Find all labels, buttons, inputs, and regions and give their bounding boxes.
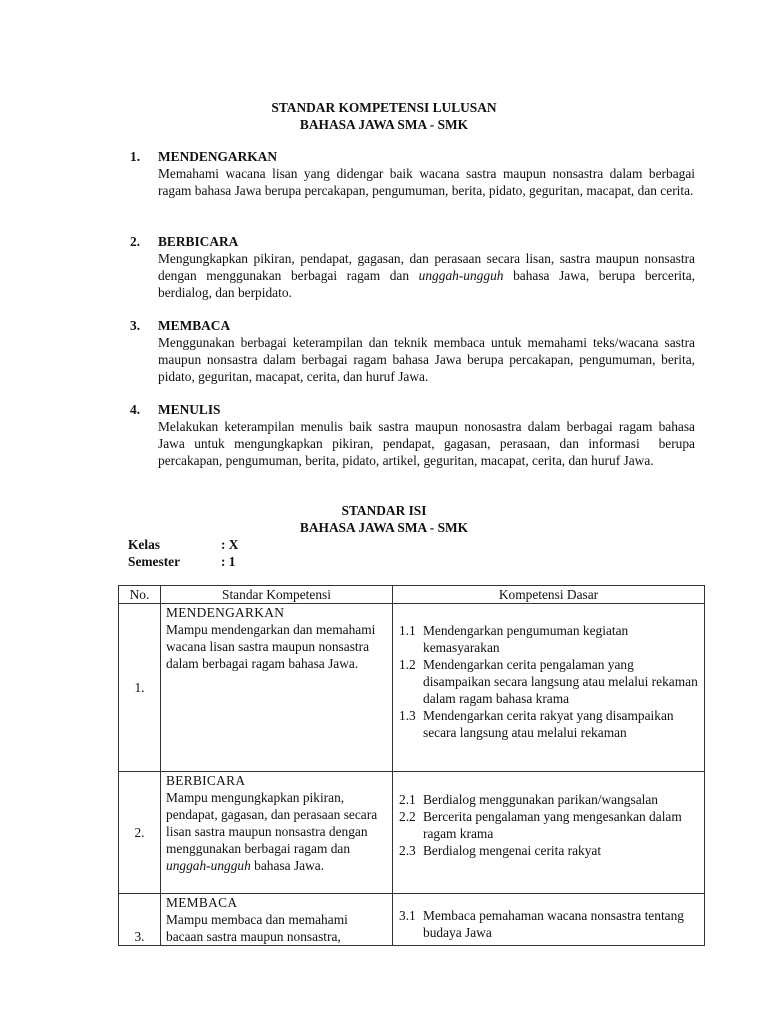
section-number: 4. — [130, 402, 141, 417]
column-header-no: No. — [119, 586, 161, 604]
kd-item — [399, 656, 700, 707]
kd-number: 1.1 — [399, 623, 416, 638]
table-header-row — [119, 586, 705, 604]
column-header-kompetensi-dasar: Kompetensi Dasar — [393, 586, 705, 604]
kd-text: Berdialog menggunakan parikan/wangsalan — [423, 792, 659, 807]
section-heading: MENDENGARKAN — [158, 149, 278, 164]
kd-item — [399, 791, 700, 808]
kd-text: Mendengarkan pengumuman kegiatan kemasyarakan — [423, 623, 629, 655]
kd-text: Mendengarkan cerita pengalaman yang disampaikan secara langsung atau melalui rekaman dalam ragam bahasa krama — [423, 657, 698, 706]
sk-heading: BERBICARA — [166, 773, 246, 788]
standar-kompetensi-cell — [161, 604, 393, 772]
kd-text: Mendengarkan cerita rakyat yang disampaikan secara langsung atau melalui rekaman — [423, 708, 674, 740]
kompetensi-dasar-cell — [393, 604, 705, 772]
kelas-value: : X — [221, 537, 239, 552]
kd-number: 2.2 — [399, 809, 416, 824]
kd-item — [399, 707, 700, 741]
standar-kompetensi-cell — [161, 894, 393, 946]
column-header-standar-kompetensi: Standar Kompetensi — [161, 586, 393, 604]
sk-description: Mampu mengungkapkan pikiran, pendapat, gagasan, dan perasaan secara lisan sastra maupun nonsastra dengan menggunakan berbagai ragam dan unggah-ungguh bahasa Jawa. — [166, 790, 378, 873]
kd-number: 1.3 — [399, 708, 416, 723]
kompetensi-table — [118, 585, 705, 946]
kd-text: Membaca pemahaman wacana nonsastra tentang budaya Jawa — [423, 908, 684, 940]
section-body: Mengungkapkan pikiran, pendapat, gagasan, dan perasaan secara lisan, sastra maupun nonsastra dengan menggunakan berbagai ragam dan unggah-ungguh bahasa Jawa, berupa bercerita, berdialog, dan berpidato. — [158, 251, 696, 300]
section-body: Menggunakan berbagai keterampilan dan teknik membaca untuk memahami teks/wacana sastra maupun nonsastra dalam berbagai ragam bahasa Jawa berupa percakapan, pengumuman, berita, pidato, geguritan, macapat, cerita, dan huruf Jawa. — [158, 335, 695, 384]
kelas-label: Kelas — [128, 537, 160, 552]
kd-number: 2.1 — [399, 792, 416, 807]
sk-heading: MENDENGARKAN — [166, 605, 285, 620]
row-number: 2. — [119, 772, 161, 894]
section-body: Memahami wacana lisan yang didengar baik wacana sastra maupun nonsastra dalam berbagai ragam bahasa Jawa berupa percakapan, pengumuman, berita, pidato, geguritan, macapat, dan cerita. — [158, 166, 695, 198]
kd-item — [399, 808, 700, 842]
section-number: 2. — [130, 234, 141, 249]
section-heading: MEMBACA — [158, 318, 231, 333]
semester-label: Semester — [128, 554, 181, 569]
kompetensi-dasar-cell — [393, 772, 705, 894]
page-title: STANDAR KOMPETENSI LULUSAN — [271, 100, 497, 115]
kompetensi-dasar-cell — [393, 894, 705, 946]
standar-isi-title: STANDAR ISI — [341, 503, 427, 518]
kd-item — [399, 842, 700, 859]
kd-number: 1.2 — [399, 657, 416, 672]
table-row — [119, 894, 705, 946]
standar-kompetensi-cell — [161, 772, 393, 894]
sk-description: Mampu membaca dan memahami bacaan sastra maupun nonsastra, — [166, 912, 348, 944]
semester-value: : 1 — [221, 554, 236, 569]
kd-text: Bercerita pengalaman yang mengesankan dalam ragam krama — [423, 809, 682, 841]
section-heading: MENULIS — [158, 402, 221, 417]
page-subtitle: BAHASA JAWA SMA - SMK — [299, 117, 469, 132]
kd-item — [399, 907, 700, 941]
kd-number: 3.1 — [399, 908, 416, 923]
section-heading: BERBICARA — [158, 234, 239, 249]
kd-text: Berdialog mengenai cerita rakyat — [423, 843, 602, 858]
section-number: 3. — [130, 318, 141, 333]
kd-number: 2.3 — [399, 843, 416, 858]
table-row — [119, 604, 705, 772]
kd-item — [399, 622, 700, 656]
row-number: 3. — [119, 894, 161, 946]
section-body: Melakukan keterampilan menulis baik sastra maupun nonosastra dalam berbagai ragam bahasa Jawa untuk mengungkapkan pikiran, pendapat, gagasan, perasaan, dan informasi berupa percakapan, pengumuman, berita, pidato, artikel, geguritan, macapat, cerita, dan huruf Jawa. — [158, 419, 695, 468]
sk-description: Mampu mendengarkan dan memahami wacana lisan sastra maupun nonsastra dalam berbagai ragam bahasa Jawa. — [166, 622, 376, 671]
sk-heading: MEMBACA — [166, 895, 238, 910]
section-number: 1. — [130, 149, 141, 164]
table-row — [119, 772, 705, 894]
standar-isi-subtitle: BAHASA JAWA SMA - SMK — [299, 520, 469, 535]
row-number: 1. — [119, 604, 161, 772]
